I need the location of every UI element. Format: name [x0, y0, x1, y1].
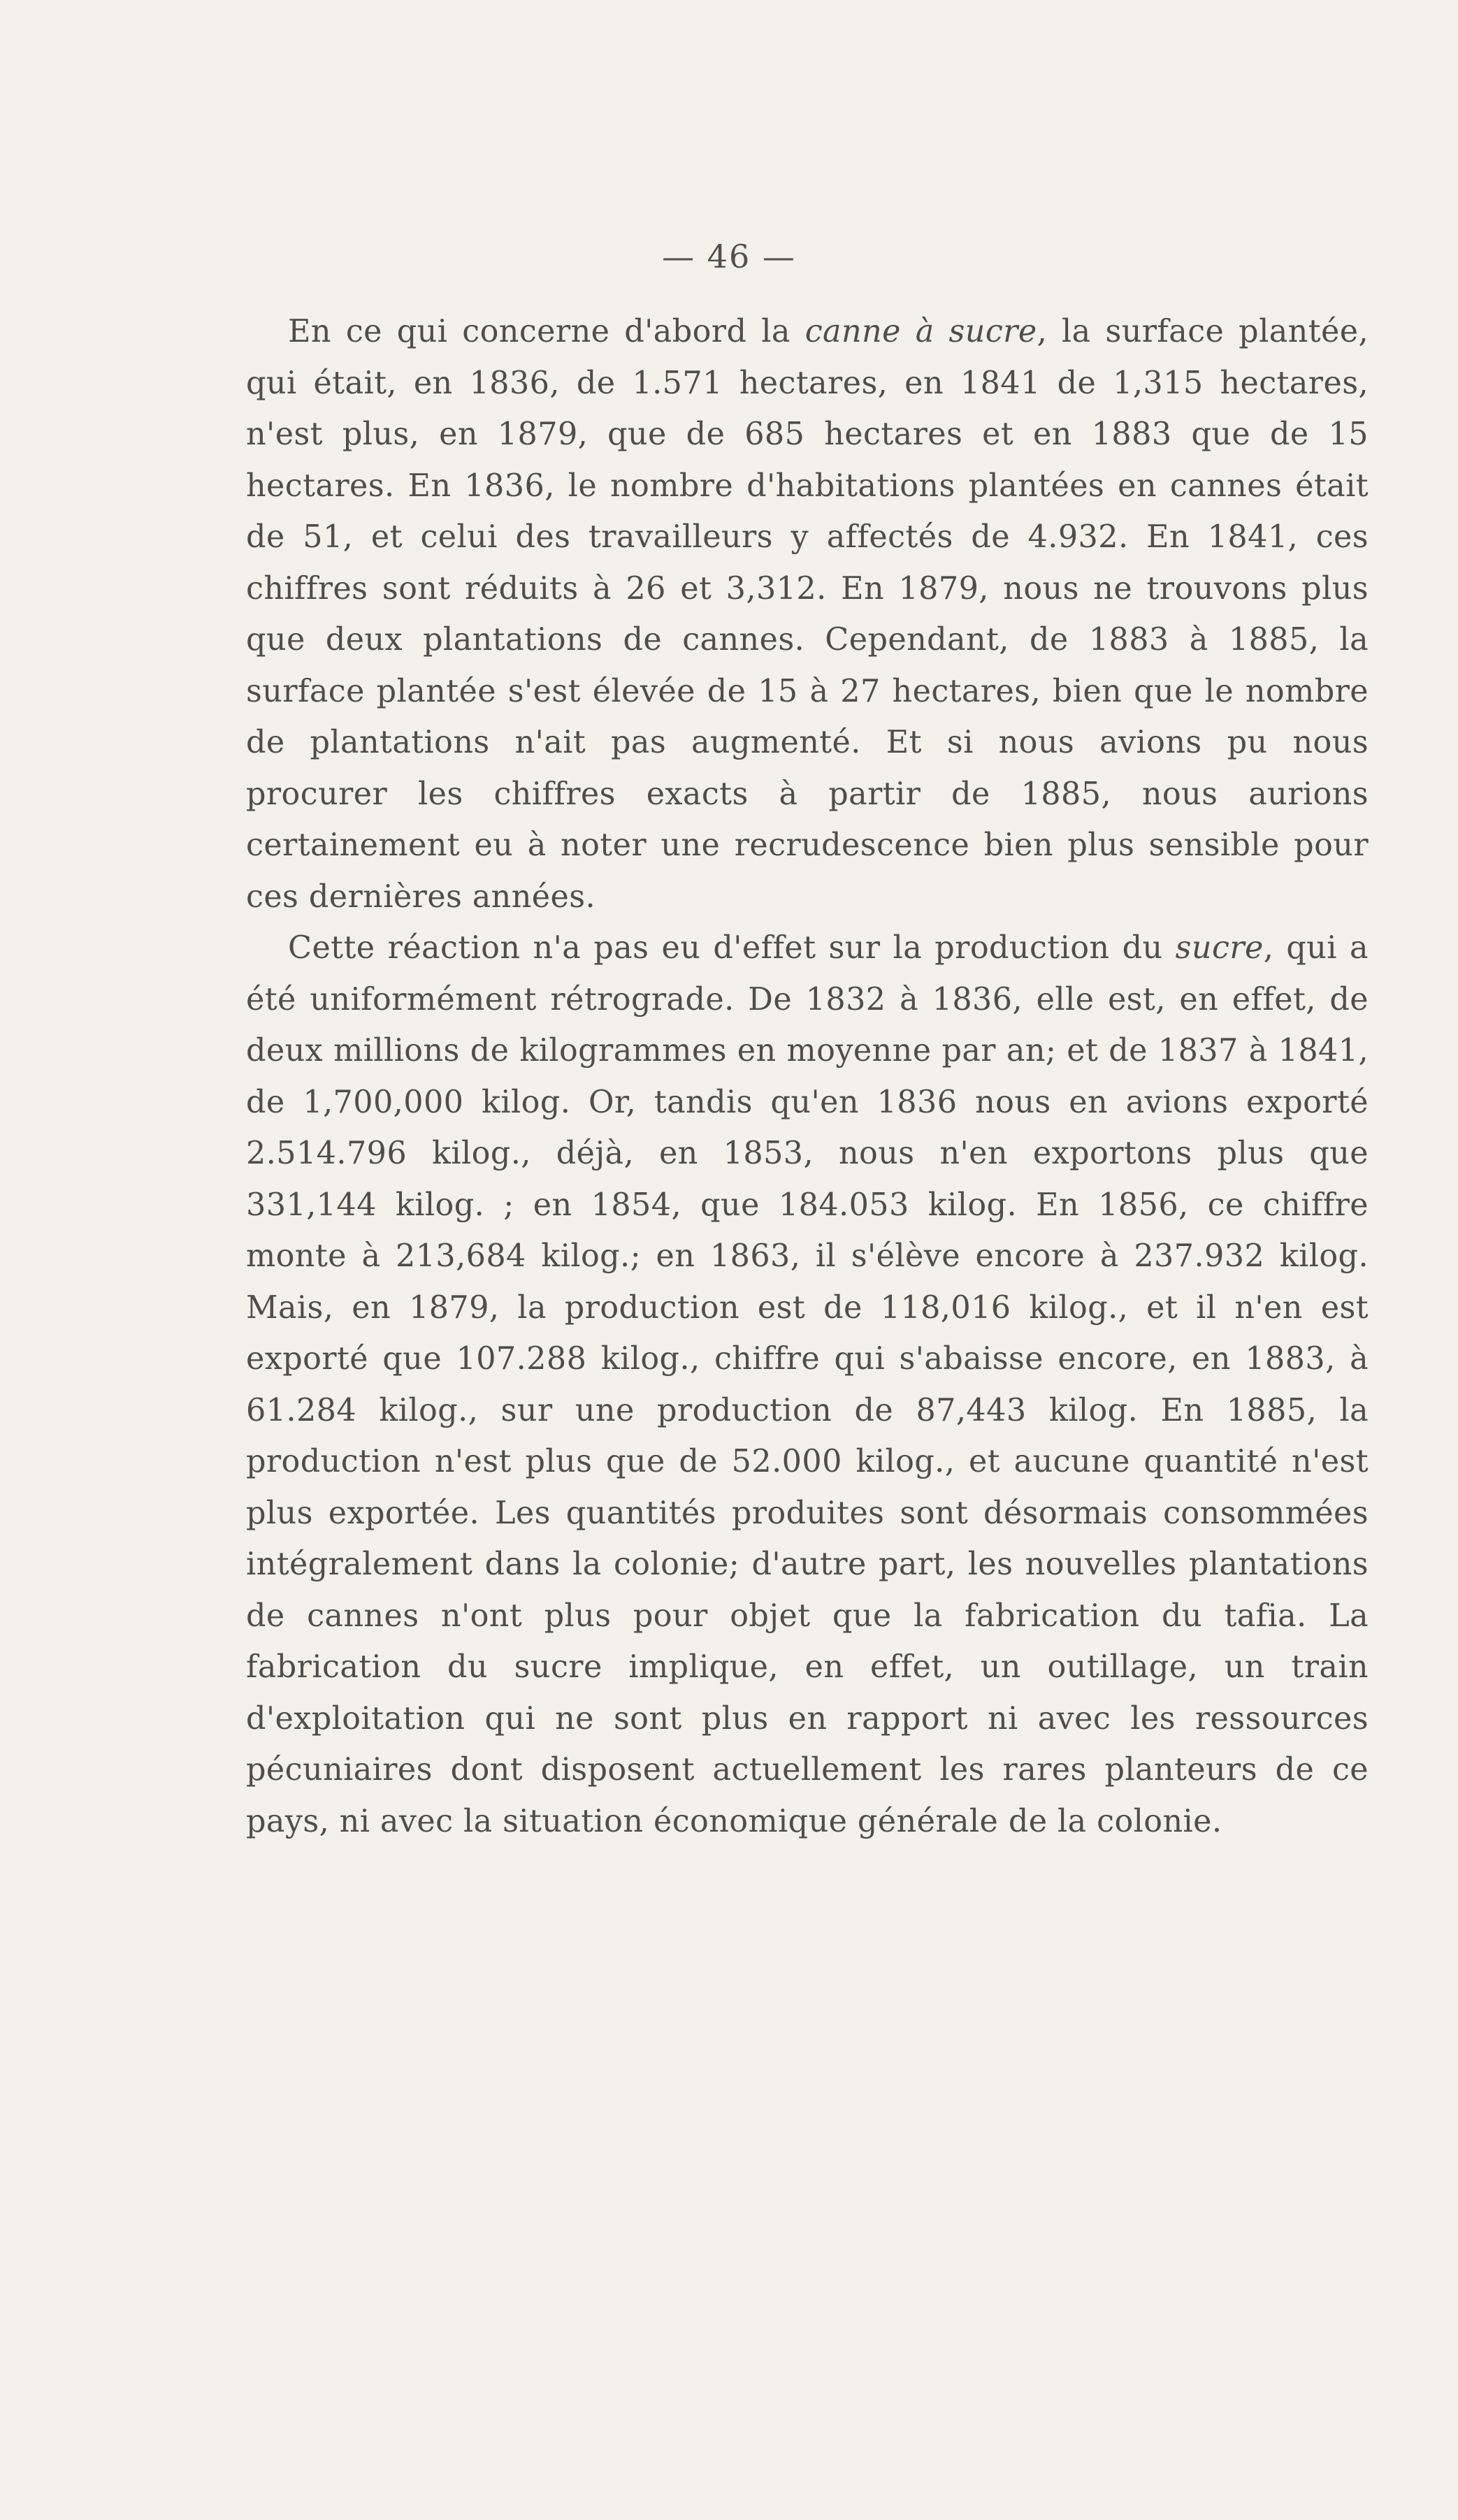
paragraph-2-text-a: Cette réaction n'a pas eu d'effet sur la production du — [288, 930, 1176, 966]
paragraph-1-text-b: , la surface plantée, qui était, en 1836, de 1.571 hectares, en 1841 de 1,315 hectares, n'est plus, en 1879, que de 685 hectares et en 1883 que de 15 hectares. En 1836, le nombre d'habitations plantées en cannes était de 51, et celui des travailleurs y affectés de 4.932. En 1841, ces chiffres sont réduits à 26 et 3,312. En 1879, nous ne trouvons plus que deux plantations de cannes. Cependant, de 1883 à 1885, la surface plantée s'est élevée de 15 à 27 hectares, bien que le nombre de plantations n'ait pas augmenté. Et si nous avions pu nous procurer les chiffres exacts à partir de 1885, nous aurions certainement eu à noter une recrudescence bien plus sensible pour ces dernières années. — [246, 314, 1369, 915]
paragraph-1-italic-term: canne à sucre — [804, 314, 1037, 349]
paragraph-1-text-a: En ce qui concerne d'abord la — [288, 314, 805, 349]
paragraph-2-text-b: , qui a été uniformément rétrograde. De 1832 à 1836, elle est, en effet, de deux millions de kilogrammes en moyenne par an; et de 1837 à 1841, de 1,700,000 kilog. Or, tandis qu'en 1836 nous en avions exporté 2.514.796 kilog., déjà, en 1853, nous n'en exportons plus que 331,144 kilog. ; en 1854, que 184.053 kilog. En 1856, ce chiffre monte à 213,684 kilog.; en 1863, il s'élève encore à 237.932 kilog. Mais, en 1879, la production est de 118,016 kilog., et il n'en est exporté que 107.288 kilog., chiffre qui s'abaisse encore, en 1883, à 61.284 kilog., sur une production de 87,443 kilog. En 1885, la production n'est plus que de 52.000 kilog., et aucune quantité n'est plus exportée. Les quantités produites sont désormais consommées intégralement dans la colonie; d'autre part, les nouvelles plantations de cannes n'ont plus pour objet que la fabrication du tafia. La fabrication du sucre implique, en effet, un outillage, un train d'exploitation qui ne sont plus en rapport ni avec les ressources pécuniaires dont disposent actuellement les rares planteurs de ce pays, ni avec la situation économique générale de la colonie. — [246, 930, 1369, 1839]
page-number — [0, 238, 1458, 275]
paragraph-sugar-cane-surface — [246, 306, 1369, 922]
paragraph-2-italic-term: sucre — [1175, 930, 1264, 966]
page-number-value: 46 — [707, 238, 751, 275]
page-number-prefix: — — [662, 238, 707, 275]
paragraph-sugar-production — [246, 922, 1369, 1847]
body-text — [246, 306, 1369, 1847]
page-number-suffix: — — [751, 238, 796, 275]
